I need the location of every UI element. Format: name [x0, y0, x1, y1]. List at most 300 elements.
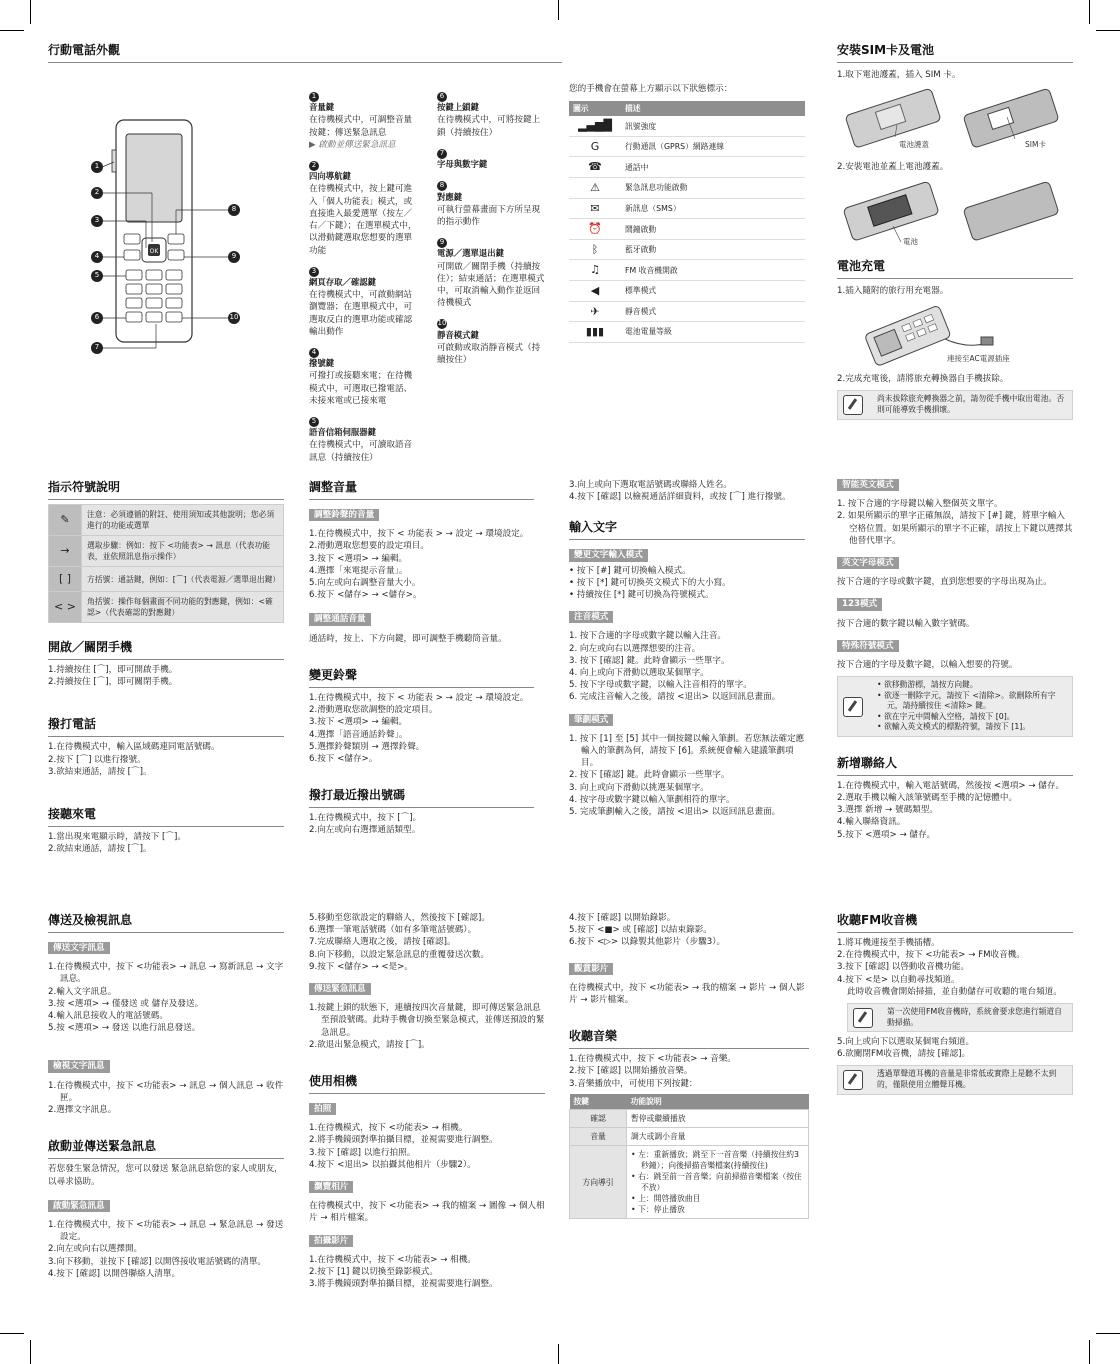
video-steps [309, 1254, 545, 1291]
volume-title: 調整音量 [309, 479, 534, 500]
step-item: 4.選擇「語音通話鈴聲」。 [309, 729, 408, 740]
step-item: 2.按下 [1] 鍵以切換至錄影模式。 [309, 1267, 438, 1278]
step-item: 2.輸入文字訊息。 [48, 986, 117, 997]
tag-photo: 拍照 [309, 1103, 336, 1115]
key-desc: 可開啟／關閉手機（持續按住）；結束通話；在選單模式中，可取消輸入動作並返回待機模式 [437, 261, 545, 309]
key-description [309, 342, 419, 407]
key-description [437, 175, 547, 228]
key-description [309, 86, 419, 151]
send-text-steps [48, 961, 284, 1034]
symbol-desc: 注意：必須遵循的附註、使用須知或其他說明；您必須進行的功能或選單 [82, 505, 284, 536]
svg-text:SIM卡: SIM卡 [1025, 140, 1046, 150]
key-description [437, 143, 547, 171]
step-item: 1.持續按住 [⌒]，即可開啟手機。 [48, 665, 178, 676]
key-number-badge: 3 [309, 267, 319, 277]
p2-col4 [837, 479, 1073, 841]
answer-title: 接聽來電 [48, 806, 284, 827]
volume-call-text: 通話時，按上、下方向鍵，即可調整手機聽筒音量。 [309, 633, 507, 644]
tag-sos: 啟動緊急訊息 [48, 1200, 110, 1212]
key-name: 電源／選單退出鍵 [437, 248, 504, 259]
volume-tag-call: 調整通話音量 [309, 613, 371, 625]
step-item: 2.欲結束通話，請按 [⌒]。 [48, 844, 152, 855]
bullet-item: • 欲逐一刪除字元，請按下 <清除>。欲刪除所有字元，請持續按住 <清除> 鍵。 [877, 690, 1056, 711]
step-item: 2. 如果所顯示的單字正確無誤，請按下 [#] 鍵，將單字輸入空格位置。如果所顯示的單字不正確，請按上下鍵以選擇其他替代單字。 [837, 511, 1073, 546]
music-key-desc: • 左：重新播放；跳至下一首音樂（持續按住約3秒鐘）；向後掃描音樂檔案(持續按住) • 右：跳至前一首音樂；向前掃描音樂檔案（按住不放） • 上：開啓播放曲目 • 下：停止播放 [627, 1146, 809, 1219]
symbol-desc: 角括號：操作每個畫面不同功能的對應鍵，例如：<確認>（代表確認的對應鍵） [82, 591, 284, 622]
status-icon: ᛒ [569, 239, 621, 260]
contact-steps [837, 780, 1073, 841]
callout-9: 9 [228, 251, 240, 263]
key-number-badge: 1 [309, 92, 319, 102]
step-item: 5. 完成筆劃輸入之後，請按 <退出> 以返回訊息畫面。 [569, 807, 781, 818]
key-number-badge: 7 [437, 149, 447, 159]
view-photo-text: 在待機模式中，按下 <功能表> → 我的檔案 → 圖像 → 個人相片 → 相片檔案。 [309, 1201, 545, 1224]
music-key-table [569, 1094, 809, 1220]
step-item: 5.移動至您欲設定的聯絡人，然後按下 [確認]。 [309, 913, 490, 923]
tag-stroke: 筆劃模式 [569, 714, 613, 726]
music-key: 方向導引 [570, 1146, 627, 1219]
sos-intro: 若您發生緊急情況，您可以發送 緊急訊息給您的家人或朋友，以尋求協助。 [48, 1164, 283, 1187]
music-head-key: 按鍵 [570, 1094, 627, 1110]
bullet-item: • 欲輸入英文模式的標點符號，請按下 [1]。 [877, 722, 1031, 732]
music-key-row [570, 1127, 809, 1145]
step-item: 5.按下 <選項> → 儲存。 [837, 829, 936, 840]
fm-note-2: 透過單聲道耳機的音量是非常低或實際上是聽不太到的，僅限使用立體聲耳機。 [837, 1065, 1073, 1094]
fm-sub: 此時收音機會開始掃描，並自動儲存可收聽的電台頻道。 [847, 986, 1062, 997]
step-item: 2.向左或向右選擇通話類型。 [309, 825, 421, 836]
p3-col4 [837, 912, 1073, 1095]
status-text: FM 收音機開啟 [621, 260, 805, 281]
step-item: 7.完成聯絡人選取之後，請按 [確認]。 [309, 937, 456, 948]
step-item: 1.在待機模式中，按下 <功能表> → 訊息 → 寫新訊息 → 文字訊息。 [48, 962, 284, 985]
note-icon [843, 697, 863, 717]
step-item: 6. 完成注音輸入之後，請按 <退出> 以返回訊息畫面。 [569, 692, 781, 703]
key-ref: ▶ 啟動並傳送緊急訊息 [309, 139, 396, 150]
call-title: 撥打電話 [48, 716, 284, 737]
p2-col3 [569, 479, 805, 818]
sim-step-1: 1.取下電池護蓋，插入 SIM 卡。 [837, 70, 961, 81]
switch-mode-list [569, 565, 805, 602]
step-item: 4.按下 [確認] 以檢視通話詳細資料，或按 [⌒] 進行撥號。 [569, 492, 791, 503]
step-item: 2.在待機模式中，按下 <功能表> → FM收音機。 [837, 950, 1025, 961]
key-desc: 在待機模式中，按上鍵可進入「個人功能表」模式，或直接進入最愛選單（按左／右／下鍵）；在選單模式中，以滑動鍵選取您想要的選單功能 [309, 184, 417, 256]
status-row [569, 116, 805, 136]
video-steps-cont [569, 912, 809, 949]
sos-title: 啟動並傳送緊急訊息 [48, 1138, 284, 1159]
key-desc: 在待機模式中，可讀取語音訊息（持續按住） [309, 440, 413, 463]
charge-title: 電池充電 [837, 258, 1073, 279]
key-desc: 可撥打或接聽來電；在待機模式中，可選取已撥電話、未接來電或已接來電 [309, 371, 413, 406]
tag-view-photo: 瀏覽相片 [309, 1181, 353, 1193]
step-item: 4. 向上或向下滑動以選取某個單字。 [569, 668, 709, 679]
status-intro: 您的手機會在螢幕上方顯示以下狀態標示： [569, 84, 733, 94]
step-item: 2.欲退出緊急模式，請按 [⌒]。 [309, 1039, 430, 1050]
symbol-title: 指示符號說明 [48, 479, 284, 500]
fm-note: 第一次使用FM收音機時，系統會要求您進行頻道自動掃描。 [847, 1003, 1073, 1032]
music-title: 收聽音樂 [569, 1028, 809, 1049]
power-steps [48, 664, 284, 688]
key-description [309, 261, 419, 338]
redial-title: 撥打最近撥出號碼 [309, 787, 534, 808]
volume-steps [309, 528, 534, 601]
note-icon [853, 1008, 873, 1028]
status-section [569, 83, 809, 343]
symbol-cell: < > [49, 591, 82, 622]
input-note [837, 676, 1073, 737]
status-head-icon: 圖示 [569, 101, 621, 116]
symbol-table [48, 504, 284, 623]
step-item: 3.欲結束通話，請按 [⌒]。 [48, 766, 152, 777]
key-name: 靜音模式鍵 [437, 329, 479, 340]
symbol-cell: → [49, 536, 82, 567]
step-item: 2.將手機鏡頭對準拍攝目標，並視需要進行調整。 [309, 1135, 498, 1146]
step-item: 4.按下 [確認] 以開始錄影。 [569, 913, 676, 923]
status-icon: G [569, 136, 621, 157]
key-list-col2 [437, 86, 547, 370]
step-item: 4.按下 <是> 以自動尋找頻道。 [837, 974, 960, 985]
status-text: 訊號強度 [621, 116, 805, 136]
step-item: 2.滑動選取您想要的設定項目。 [309, 541, 429, 552]
step-item: 6.欲關閉FM收音機，請按 [確認]。 [837, 1049, 971, 1060]
step-item: 5. 按下字母或數字鍵，以輸入注音相符的單字。 [569, 680, 752, 691]
status-icon: ◀ [569, 281, 621, 302]
step-item: 5.按 <選項> → 發送 以進行訊息發送。 [48, 1023, 201, 1034]
symbol-mode-text: 按下合適的字母及數字鍵，以輸入想要的符號。 [837, 660, 1018, 671]
key-name: 四向導航鍵 [309, 171, 351, 182]
send-sos-steps [309, 1002, 545, 1051]
callout-10: 10 [228, 312, 240, 324]
callout-4: 4 [91, 251, 103, 263]
status-row [569, 157, 805, 178]
status-icon: ✈ [569, 301, 621, 322]
step-item: 1.將耳機連接至手機插槽。 [837, 938, 940, 949]
step-item: 3.向下移動，並按下 [確認] 以開啓接收電話號碼的清單。 [48, 1256, 267, 1267]
step-item: 3. 按下 [確認] 鍵。此時會顯示一些單字。 [569, 655, 730, 666]
status-icon: ⚠ [569, 178, 621, 199]
step-item: 4.輸入聯絡資訊。 [837, 817, 906, 828]
bullet-item: • 按下 [*] 鍵可切換英文模式下的大小寫。 [569, 577, 731, 588]
callout-7: 7 [91, 342, 103, 354]
callout-6: 6 [91, 312, 103, 324]
step-item: 3.將手機鏡頭對準拍攝目標，並視需要進行調整。 [309, 1279, 498, 1290]
tag-smart-english: 智能英文模式 [837, 479, 899, 491]
redial-steps-cont [569, 479, 805, 503]
abc-text: 按下合適的字母或數字鍵，直到您想要的字母出現為止。 [837, 577, 1052, 588]
p2-col1 [48, 479, 284, 856]
answer-steps [48, 831, 284, 855]
fm-title: 收聽FM收音機 [837, 912, 1073, 933]
callout-1: 1 [91, 161, 103, 173]
step-item: 4. 按字母或數字鍵以輸入筆劃相符的單字。 [569, 794, 735, 805]
status-head-desc: 描述 [621, 101, 805, 116]
status-text: 藍牙啟動 [621, 239, 805, 260]
fm-steps [837, 937, 1073, 986]
svg-text:電池: 電池 [903, 236, 918, 246]
music-steps [569, 1053, 809, 1090]
svg-text:電池護蓋: 電池護蓋 [899, 140, 929, 150]
step-item: 1.在待機模式中，按下 [⌒]。 [309, 813, 422, 824]
bullet-item: • 持續按住 [*] 鍵可切換為符號模式。 [569, 590, 714, 601]
sim-title: 安裝SIM卡及電池 [837, 42, 1073, 63]
status-icon: ▮▮▮ [569, 322, 621, 343]
step-item: 1.在待機模式中，按下 <功能表> → 訊息 → 個人訊息 → 收件匣。 [48, 1080, 284, 1103]
status-row [569, 136, 805, 157]
step-item: 1.在待機模式，按下 <功能表> → 相機。 [309, 1123, 468, 1134]
step-item: 1.在待機模式中，輸入區域碼連同電話號碼。 [48, 742, 220, 753]
step-item: 2.選擇文字訊息。 [48, 1105, 117, 1116]
key-desc: 在待機模式中，可調整音量按鍵；傳送緊急訊息 [309, 115, 413, 138]
callout-8: 8 [228, 204, 240, 216]
music-key-desc: 調大或調小音量 [627, 1127, 809, 1145]
key-name: 對應鍵 [437, 191, 463, 202]
music-key-desc: 暫停或繼續播放 [627, 1109, 809, 1127]
step-item: 2.持續按住 [⌒]，即可關閉手機。 [48, 677, 178, 688]
step-item: 2. 按下 [確認] 鍵。此時會顯示一些單字。 [569, 770, 730, 781]
key-number-badge: 5 [309, 417, 319, 427]
step-item: 8.向下移動，以設定緊急訊息的重覆發送次數。 [309, 949, 490, 960]
sim-illustration [837, 87, 1073, 153]
p3-col3 [569, 912, 809, 1219]
step-item: 6.按下 <儲存>。 [309, 753, 378, 764]
symbol-desc: 方括號：通話鍵，例如：[⌒]（代表電源／選單退出鍵） [82, 567, 284, 592]
key-desc: 可啟動或取消靜音模式（持續按住） [437, 342, 541, 366]
tag-switch-mode: 變更文字輸入模式 [569, 549, 648, 561]
tag-send-text: 傳送文字訊息 [48, 942, 110, 954]
status-table [569, 101, 805, 343]
photo-steps [309, 1122, 545, 1171]
charger-illustration [837, 299, 1073, 367]
symbol-row [49, 567, 284, 592]
step-item: 5.選擇鈴聲類別 → 選擇鈴聲。 [309, 741, 425, 752]
step-item: 1.在待機模式中，按下 <功能表> → 相機。 [309, 1254, 476, 1265]
step-item: 3.向上或向下選取電話號碼或聯絡人姓名。 [569, 480, 732, 490]
phone-diagram [86, 110, 246, 360]
key-name: 語音信箱伺服器鍵 [309, 427, 376, 438]
status-icon: ⏰ [569, 219, 621, 240]
step-item: 1. 按下 [1] 至 [5] 其中一個按鍵以輸入筆劃。若您無法確定應輸入的筆劃為何，請按下 [6]。系統便會輸入建議筆劃項目。 [569, 733, 805, 769]
sos-steps-cont [309, 912, 545, 973]
status-text: 緊急訊息功能啟動 [621, 178, 805, 199]
call-steps [48, 741, 284, 778]
key-name: 字母與數字鍵 [437, 159, 488, 170]
step-item: 1.按鍵上鎖的狀態下，連續按四次音量鍵，即可傳送緊急訊息至預設號碼。此時手機會切換至緊急模式，並傳送預設的緊急訊息。 [309, 1003, 545, 1038]
status-icon: ☎ [569, 157, 621, 178]
step-item: 6.選擇一筆電話號碼（如有多筆電話號碼）。 [309, 925, 477, 936]
status-row [569, 239, 805, 260]
step-item: 1.在待機模式中，輸入電話號碼，然後按 <選項> → 儲存。 [837, 780, 1065, 791]
tag-abc: 英文字母模式 [837, 557, 899, 569]
key-number-badge: 2 [309, 161, 319, 171]
status-text: 靜音模式 [621, 301, 805, 322]
status-icon: ✉ [569, 198, 621, 219]
key-desc: 在待機模式中，可將按鍵上鎖（持續按住） [437, 115, 541, 138]
charge-note: 尚未拔除旅充轉換器之前，請勿從手機中取出電池。否則可能導致手機損壞。 [837, 390, 1073, 419]
music-key: 音量 [570, 1127, 627, 1145]
stroke-steps [569, 733, 805, 818]
key-name: 撥號鍵 [309, 358, 335, 369]
step-item: 2.按下 [⌒] 以進行撥號。 [48, 754, 146, 765]
status-text: 電池電量等級 [621, 322, 805, 343]
key-name: 音量鍵 [309, 102, 335, 113]
status-icon: ♫ [569, 260, 621, 281]
callout-3: 3 [91, 215, 103, 227]
step-item: 1.在待機模式中，按下 <功能表> → 音樂。 [569, 1054, 736, 1065]
bullet-item: • 欲在字元中間輸入空格，請按下 [0]。 [877, 711, 1015, 721]
step-item: 3.按下 [確認] 以進行拍照。 [309, 1147, 416, 1158]
step-item: 3.按下 [確認] 以啓動收音機功能。 [837, 962, 970, 973]
tag-view-video: 觀賞影片 [569, 963, 613, 975]
step-item: 4.按下 [確認] 以開啓聯絡人清單。 [48, 1268, 181, 1279]
charge-step-1: 1.插入隨附的旅行用充電器。 [837, 285, 949, 296]
key-description [437, 313, 547, 366]
symbol-row [49, 505, 284, 536]
step-item: 5.按下 <■> 或 [確認] 以結束錄影。 [569, 925, 712, 936]
bullet-item: • 欲移動游標，請按方向鍵。 [877, 680, 978, 690]
music-head-desc: 功能說明 [627, 1094, 809, 1110]
smart-english-steps [837, 498, 1073, 547]
symbol-row [49, 591, 284, 622]
step-item: 4.按下 <退出> 以拍攝其他相片（步驟2）。 [309, 1159, 476, 1170]
message-title: 傳送及檢視訊息 [48, 912, 284, 933]
text-input-title: 輸入文字 [569, 519, 805, 540]
status-text: 標準模式 [621, 281, 805, 302]
ringtone-steps [309, 692, 534, 765]
key-number-badge: 4 [309, 348, 319, 358]
charge-step-2: 2.完成充電後，請將旅充轉換器自手機拔除。 [837, 374, 1009, 385]
step-item: 4.輸入訊息接收人的電話號碼。 [48, 1011, 168, 1022]
status-icon: ▂▄▆█ [569, 116, 621, 136]
step-item: 1.在待機模式中，按下 < 功能表 > → 設定 → 環境設定。 [309, 692, 529, 703]
p3-col1 [48, 912, 284, 1280]
symbol-row [49, 536, 284, 567]
svg-text:連接至AC電源插座: 連接至AC電源插座 [947, 354, 1010, 364]
status-text: 行動通訊（GPRS）網路連線 [621, 136, 805, 157]
step-item: 3. 向上或向下滑動以挑選某個單字。 [569, 782, 709, 793]
step-item: 3.按下 <選項> → 編輯。 [309, 717, 408, 728]
status-row [569, 281, 805, 302]
tag-123: 123模式 [837, 598, 882, 610]
contact-title: 新增聯絡人 [837, 755, 1073, 776]
note-icon [843, 1070, 863, 1090]
sim-step-2: 2.安裝電池並蓋上電池護蓋。 [837, 162, 949, 173]
callout-5: 5 [91, 270, 103, 282]
step-item: 1. 按下合適的字母或數字鍵以輸入注音。 [569, 631, 727, 642]
symbol-desc: 選取步驟：例如：按下 <功能表> → 訊息（代表功能表，並依照訊息指示操作） [82, 536, 284, 567]
step-item: 1.在待機模式中，按下 <功能表> → 訊息 → 緊急訊息 → 發送設定。 [48, 1219, 284, 1243]
step-item: 9.按下 <儲存> → <是>。 [309, 961, 413, 972]
step-item: 6.按下 <▷> 以錄製其他影片（步驟3）。 [569, 937, 726, 948]
step-item: 2. 向左或向右以選擇想要的注音。 [569, 643, 701, 654]
step-item: 5.向上或向下以選取某個電台頻道。 [837, 1037, 975, 1048]
battery-illustration [837, 178, 1073, 248]
step-item: 2.向左或向右以選擇開。 [48, 1244, 143, 1255]
music-key: 確認 [570, 1109, 627, 1127]
zhuyin-steps [569, 630, 805, 703]
tag-send-sos: 傳送緊急訊息 [309, 983, 371, 995]
phone-layout-section [48, 42, 562, 66]
number-text: 按下合適的數字鍵以輸入數字號碼。 [837, 618, 975, 629]
key-desc: 可執行螢幕畫面下方所呈現的指示動作 [437, 204, 541, 227]
status-text: 通話中 [621, 157, 805, 178]
svg-text:OK: OK [149, 248, 159, 255]
step-item: 2.按下 [確認] 以開始播放音樂。 [569, 1066, 693, 1077]
key-number-badge: 9 [437, 238, 447, 248]
sos-steps [48, 1219, 284, 1280]
callout-2: 2 [91, 187, 103, 199]
key-list-col1 [309, 86, 419, 468]
status-row [569, 219, 805, 240]
view-video-text: 在待機模式中，按下 <功能表> → 我的檔案 → 影片 → 個人影片 → 影片檔案。 [569, 982, 805, 1006]
symbol-cell: ✎ [49, 505, 82, 536]
step-item: 2.選取手機以輸入該筆號碼至手機的記憶體中。 [837, 793, 1018, 804]
music-key-row [570, 1146, 809, 1219]
step-item: 2.滑動選取您欲調整的設定項目。 [309, 705, 438, 716]
status-text: 鬧鐘啟動 [621, 219, 805, 240]
tag-symbol: 特殊符號模式 [837, 640, 899, 652]
step-item: 3.音樂播放中，可使用下列按鍵： [569, 1078, 698, 1089]
step-item: 6.按下 <儲存> → <儲存>。 [309, 590, 422, 601]
key-number-badge: 10 [437, 319, 447, 328]
redial-steps [309, 812, 534, 836]
step-item: 3.按下 <選項> → 編輯。 [309, 553, 408, 564]
volume-tag-ring: 調整鈴聲的音量 [309, 509, 379, 521]
view-text-steps [48, 1080, 284, 1117]
music-key-row [570, 1109, 809, 1127]
note-icon [843, 395, 863, 415]
tag-video: 拍攝影片 [309, 1235, 353, 1247]
phone-layout-title: 行動電話外觀 [48, 42, 562, 63]
step-item: 1.當出現來電顯示時，請按下 [⌒]。 [48, 832, 186, 843]
key-name: 網頁存取／確認鍵 [309, 276, 376, 287]
key-name: 按鍵上鎖鍵 [437, 102, 479, 113]
status-row [569, 301, 805, 322]
step-item: 3.選擇 新增 → 號碼類型。 [837, 805, 938, 816]
tag-zhuyin: 注音模式 [569, 611, 613, 623]
status-text: 新訊息（SMS） [621, 198, 805, 219]
key-description [309, 411, 419, 464]
bullet-item: • 按下 [#] 鍵可切換輸入模式。 [569, 565, 691, 576]
step-item: 5.向左或向右調整音量大小。 [309, 578, 421, 589]
step-item: 1.在待機模式中，按下 < 功能表 > → 設定 → 環境設定。 [309, 529, 529, 540]
key-description [437, 232, 547, 309]
call-key [124, 250, 140, 260]
key-description [309, 155, 419, 257]
p2-col2 [309, 479, 534, 837]
key-number-badge: 6 [437, 92, 447, 102]
fm-steps-2 [837, 1036, 1073, 1060]
status-row [569, 260, 805, 281]
phone-side-key [112, 150, 116, 172]
status-row [569, 178, 805, 199]
status-row [569, 322, 805, 343]
power-title: 開啟／關閉手機 [48, 639, 284, 660]
key-desc: 在待機模式中，可啟動網站瀏覽器；在選單模式中，可選取反白的選單功能或確認輸出動作 [309, 290, 413, 337]
status-row [569, 198, 805, 219]
tag-view-text: 檢視文字訊息 [48, 1060, 110, 1072]
camera-title: 使用相機 [309, 1073, 545, 1094]
key-description [437, 86, 547, 139]
p3-col2 [309, 912, 545, 1291]
step-item: 4.選擇「來電提示音量」。 [309, 565, 408, 576]
end-key [168, 250, 184, 260]
ringtone-title: 變更鈴聲 [309, 667, 534, 688]
key-number-badge: 8 [437, 181, 447, 191]
step-item: 3.按 <選項> → 僅發送 或 儲存及發送。 [48, 998, 204, 1009]
sim-section [837, 42, 1073, 420]
phone-screen [126, 134, 182, 222]
symbol-cell: [ ] [49, 567, 82, 592]
step-item: 1. 按下合適的字母鍵以輸入整個英文單字。 [837, 499, 1003, 510]
